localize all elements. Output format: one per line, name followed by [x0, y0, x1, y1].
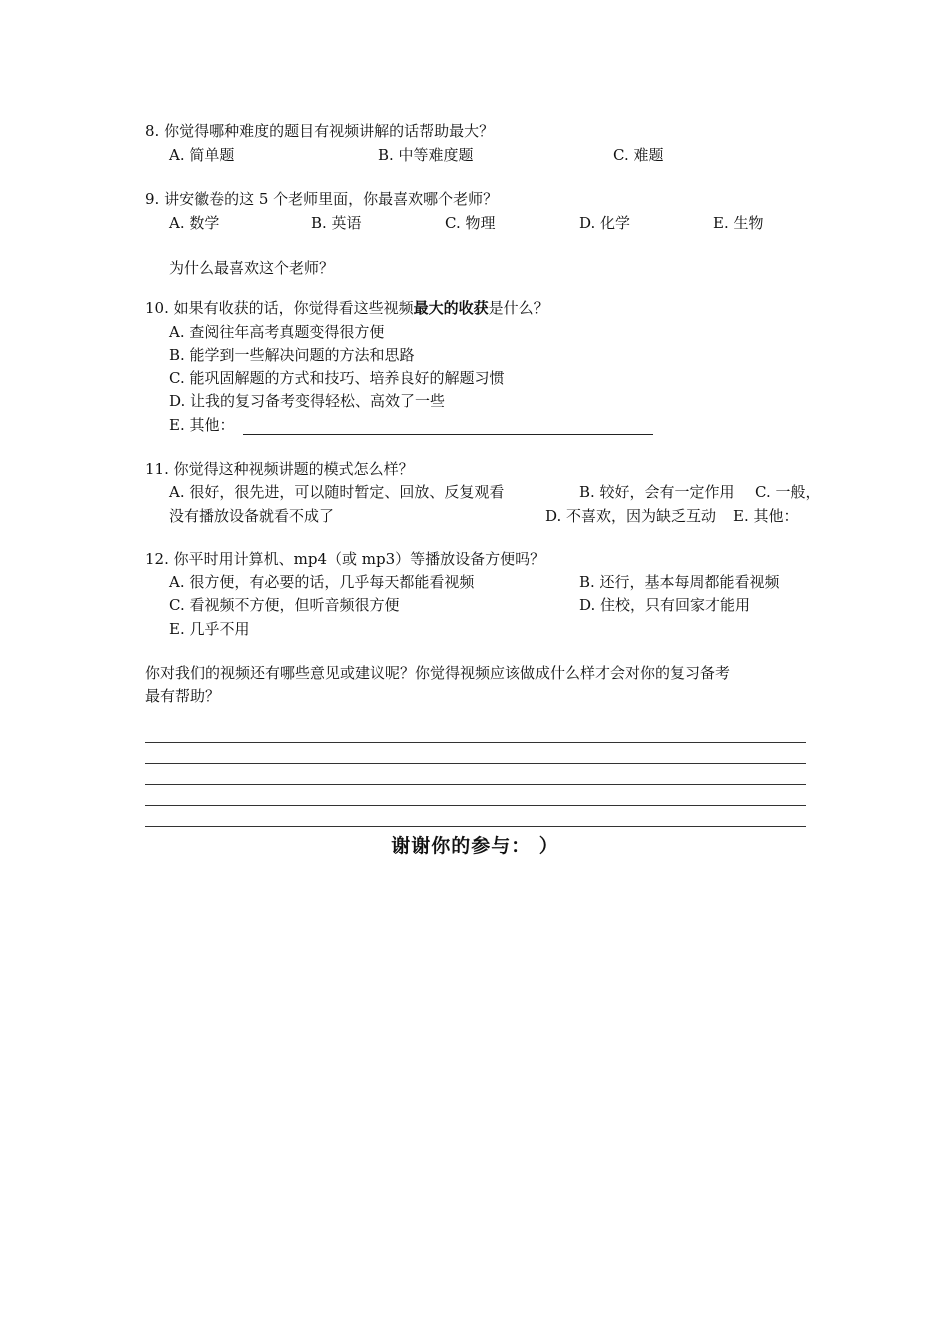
q12-option-e: E. 几乎不用	[169, 620, 250, 638]
q11-option-a: A. 很好，很先进，可以随时暂定、回放、反复观看	[169, 483, 505, 501]
q10-option-a: A. 查阅往年高考真题变得很方便	[169, 323, 385, 341]
q11-option-b: B. 较好，会有一定作用	[579, 483, 735, 501]
q9-option-c: C. 物理	[445, 214, 496, 232]
q9-option-a: A. 数学	[169, 214, 220, 232]
q10-option-c: C. 能巩固解题的方式和技巧、培养良好的解题习惯	[169, 369, 505, 387]
answer-line-5[interactable]	[145, 826, 806, 827]
q10-other-blank[interactable]	[243, 420, 653, 435]
q12-option-a: A. 很方便，有必要的话，几乎每天都能看视频	[169, 573, 475, 591]
q10-option-e-label: E. 其他：	[169, 416, 235, 434]
q12-option-d: D. 住校，只有回家才能用	[579, 596, 751, 614]
feedback-prompt-line1: 你对我们的视频还有哪些意见或建议呢？你觉得视频应该做成什么样才会对你的复习备考	[145, 664, 731, 682]
q10-question	[145, 298, 549, 318]
q9-option-e: E. 生物	[713, 214, 764, 232]
q8-option-c: C. 难题	[613, 146, 664, 164]
q11-option-e: E. 其他：	[733, 507, 799, 525]
q11-option-c-cont: 没有播放设备就看不成了	[169, 507, 335, 525]
answer-line-1[interactable]	[145, 742, 806, 743]
feedback-prompt-line2: 最有帮助？	[145, 687, 221, 705]
q9-followup: 为什么最喜欢这个老师？	[169, 259, 335, 277]
answer-line-4[interactable]	[145, 805, 806, 806]
q11-option-c: C. 一般，	[755, 483, 821, 501]
q9-option-d: D. 化学	[579, 214, 631, 232]
answer-line-2[interactable]	[145, 763, 806, 764]
q9-question: 9. 讲安徽卷的这 5 个老师里面，你最喜欢哪个老师？	[145, 190, 499, 208]
q10-question-suffix: 是什么？	[488, 299, 549, 317]
q8-question: 8. 你觉得哪种难度的题目有视频讲解的话帮助最大？	[145, 122, 495, 140]
q11-option-d: D. 不喜欢，因为缺乏互动	[545, 507, 717, 525]
q9-option-b: B. 英语	[311, 214, 362, 232]
answer-line-3[interactable]	[145, 784, 806, 785]
q12-option-b: B. 还行，基本每周都能看视频	[579, 573, 780, 591]
q12-question: 12. 你平时用计算机、mp4（或 mp3）等播放设备方便吗？	[145, 550, 546, 568]
q8-option-a: A. 简单题	[169, 146, 235, 164]
q10-question-prefix: 10. 如果有收获的话，你觉得看这些视频	[145, 299, 414, 317]
q10-option-e	[169, 415, 653, 435]
q10-question-bold: 最大的收获	[413, 299, 489, 317]
thanks-message: 谢谢你的参与： ）	[391, 835, 559, 857]
q12-option-c: C. 看视频不方便，但听音频很方便	[169, 596, 400, 614]
q8-option-b: B. 中等难度题	[378, 146, 474, 164]
q11-question: 11. 你觉得这种视频讲题的模式怎么样？	[145, 460, 414, 478]
q10-option-b: B. 能学到一些解决问题的方法和思路	[169, 346, 415, 364]
q10-option-d: D. 让我的复习备考变得轻松、高效了一些	[169, 392, 446, 410]
